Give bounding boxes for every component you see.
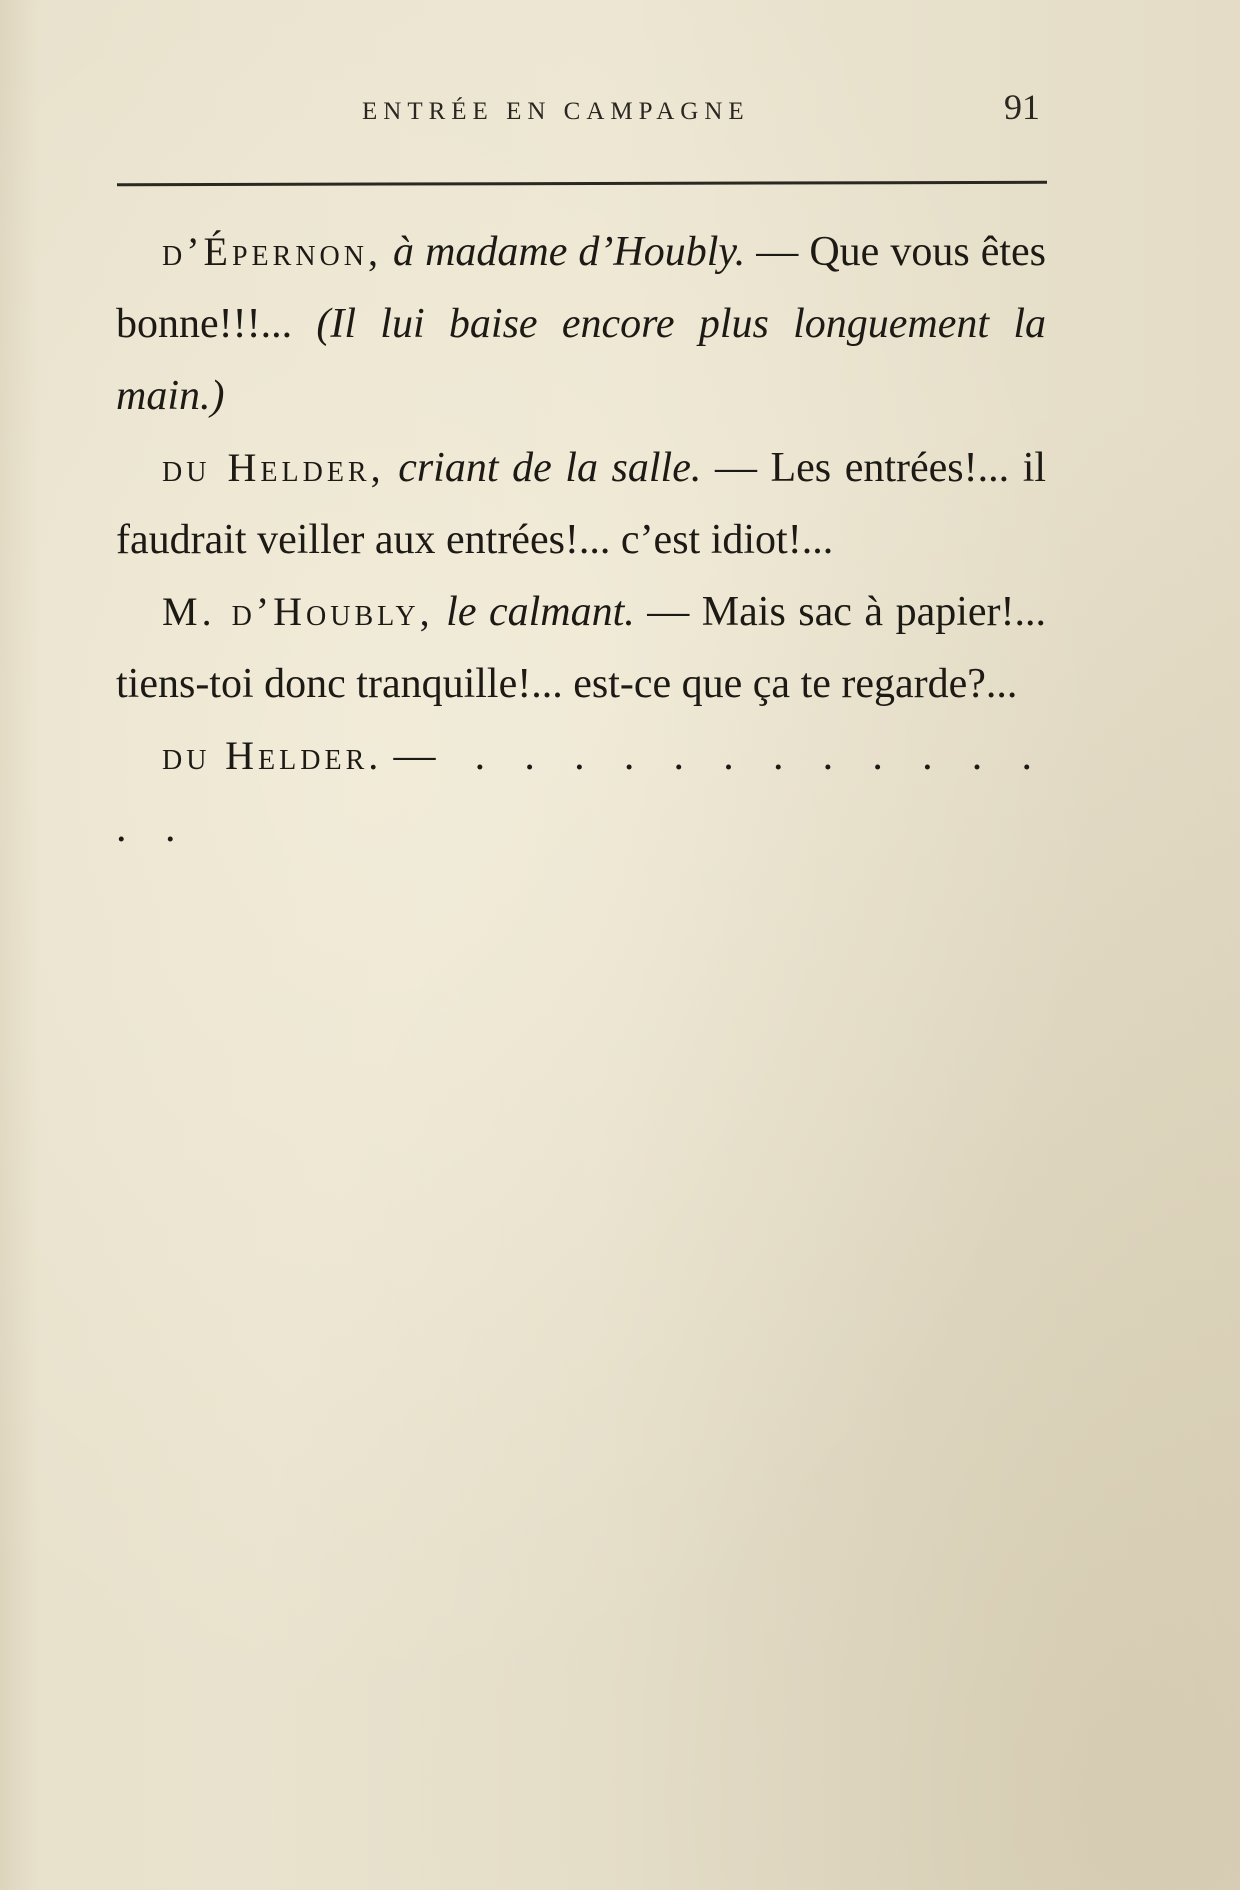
stage-direction: (Il lui baise encore plus longuement la main.): [116, 301, 1047, 419]
dialogue-line: — Mais sac à papier!... tiens-toi donc tranquille!... est-ce que ça te regarde?...: [116, 589, 1047, 707]
dialogue-paragraph: [116, 432, 1046, 576]
dialogue-text: [116, 216, 1046, 864]
speaker-name: du Helder.: [162, 733, 383, 778]
dialogue-paragraph: [116, 576, 1046, 720]
stage-direction: à madame d’Houbly.: [393, 229, 746, 275]
speaker-name: M. d’Houbly,: [162, 589, 434, 634]
running-title: ENTRÉE EN CAMPAGNE: [362, 98, 750, 125]
page-number: 91: [1004, 87, 1040, 127]
dialogue-line: — Les entrées!... il faudrait veiller aux entrées!... c’est idiot!...: [116, 445, 1047, 563]
speaker-name: du Helder,: [162, 445, 385, 490]
dialogue-line: — Que vous êtes bonne!!!...: [116, 229, 1047, 347]
speaker-name: d’Épernon,: [162, 229, 382, 274]
dialogue-line: — . . . . . . . . . . . . . .: [116, 733, 1046, 851]
stage-direction: criant de la salle.: [398, 445, 702, 491]
header-rule: [117, 181, 1047, 186]
dialogue-paragraph: [116, 720, 1046, 864]
stage-direction: le calmant.: [446, 589, 635, 635]
dialogue-paragraph: [116, 216, 1046, 432]
